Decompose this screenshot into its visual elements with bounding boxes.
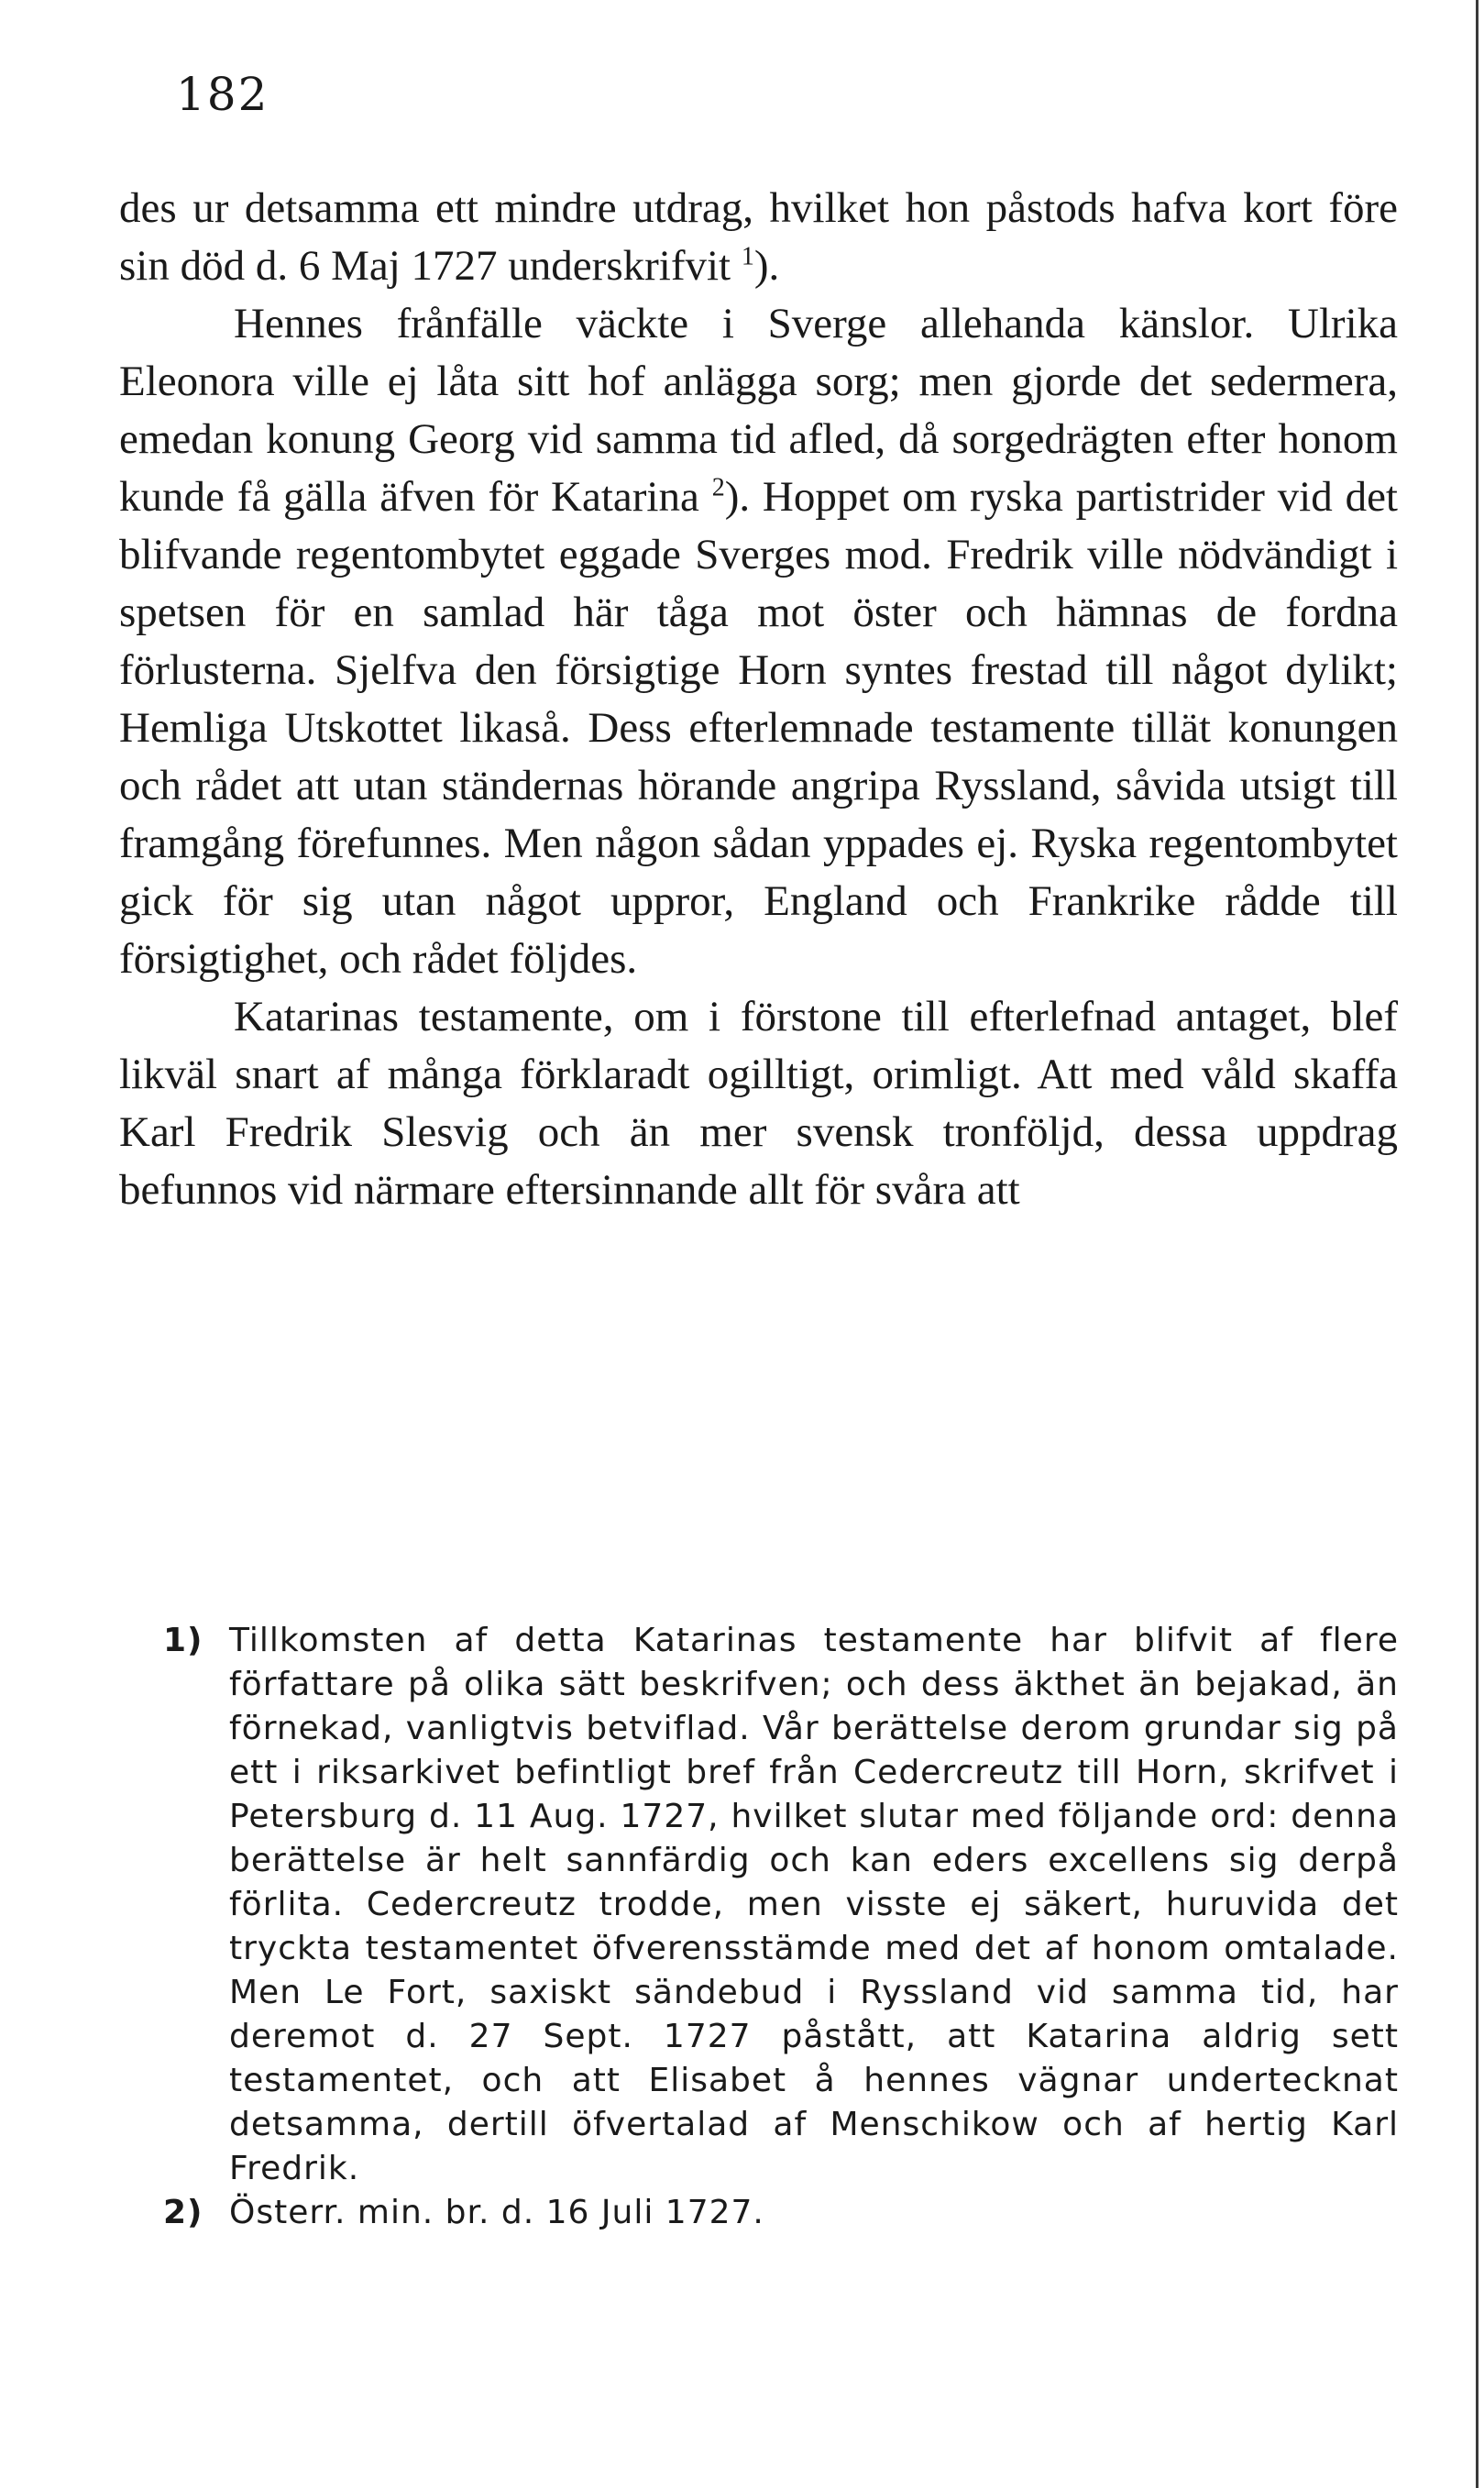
footnote-2-marker: 2) bbox=[163, 2194, 203, 2231]
paragraph-1-text-b: ). bbox=[753, 242, 780, 290]
footnote-1-marker: 1) bbox=[163, 1622, 203, 1659]
footnote-1-text: Tillkomsten af detta Katarinas testamente har blifvit af flere författare på olika sätt beskrifven; och dess äkthet än bejakad, än förnekad, vanligtvis betviflad. Vår berättelse derom grundar sig på ett i riksarkivet befintligt bref från Cedercreutz till Horn, skrifvet i Petersburg d. 11 Aug. 1727, hvilket slutar med följande ord: denna berättelse är helt sannfärdig och kan eders excellens sig derpå förlita. Cedercreutz trodde, men visste ej säkert, huruvida det tryckta testamentet öfverensstämde med det af honom omtalade. Men Le Fort, saxiskt sändebud i Ryssland vid samma tid, har deremot d. 27 Sept. 1727 påstått, att Katarina aldrig sett testamentet, och att Elisabet å hennes vägnar undertecknat detsamma, dertill öfvertalad af Menschikow och af hertig Karl Fredrik. bbox=[229, 1622, 1399, 2187]
footnotes bbox=[163, 1619, 1399, 2235]
paragraph-2-text-a: Hennes frånfälle väckte i Sverge allehanda känslor. Ulrika Eleonora ville ej låta sitt hof anlägga sorg; men gjorde det sedermera, emedan konung Georg vid samma tid afled, då sorgedrägten efter honom kunde få gälla äfven för Katarina bbox=[119, 300, 1398, 521]
footnote-2 bbox=[163, 2191, 1399, 2235]
footnote-ref-2: 2 bbox=[711, 473, 725, 502]
footnote-1 bbox=[163, 1619, 1399, 2191]
page-edge-line bbox=[1476, 0, 1479, 2488]
footnote-2-text: Österr. min. br. d. 16 Juli 1727. bbox=[229, 2194, 764, 2231]
paragraph-1-text-a: des ur detsamma ett mindre utdrag, hvilket hon påstods hafva kort före sin död d. 6 Maj 1727 underskrifvit bbox=[119, 184, 1398, 290]
footnote-ref-1: 1 bbox=[741, 242, 754, 271]
paragraph-2 bbox=[119, 295, 1398, 988]
paragraph-1 bbox=[119, 180, 1398, 295]
paragraph-3: Katarinas testamente, om i förstone till efterlefnad antaget, blef likväl snart af många förklaradt ogilltigt, orimligt. Att med våld skaffa Karl Fredrik Slesvig och än mer svensk tronföljd, dessa uppdrag befunnos vid närmare eftersinnande allt för svåra att bbox=[119, 993, 1398, 1214]
page-number: 182 bbox=[176, 68, 269, 121]
main-text bbox=[119, 180, 1398, 1219]
paragraph-2-text-b: ). Hoppet om ryska partistrider vid det blifvande regentombytet eggade Sverges mod. Fredrik ville nödvändigt i spetsen för en samlad här tåga mot öster och hämnas de fordna förlusterna. Sjelfva den försigtige Horn syntes frestad till något dylikt; Hemliga Utskottet likaså. Dess efterlemnade testamente tillät konungen och rådet att utan ständernas hörande angripa Ryssland, såvida utsigt till framgång förefunnes. Men någon sådan yppades ej. Ryska regentombytet gick för sig utan något uppror, England och Frankrike rådde till försigtighet, och rådet följdes. bbox=[119, 473, 1398, 983]
